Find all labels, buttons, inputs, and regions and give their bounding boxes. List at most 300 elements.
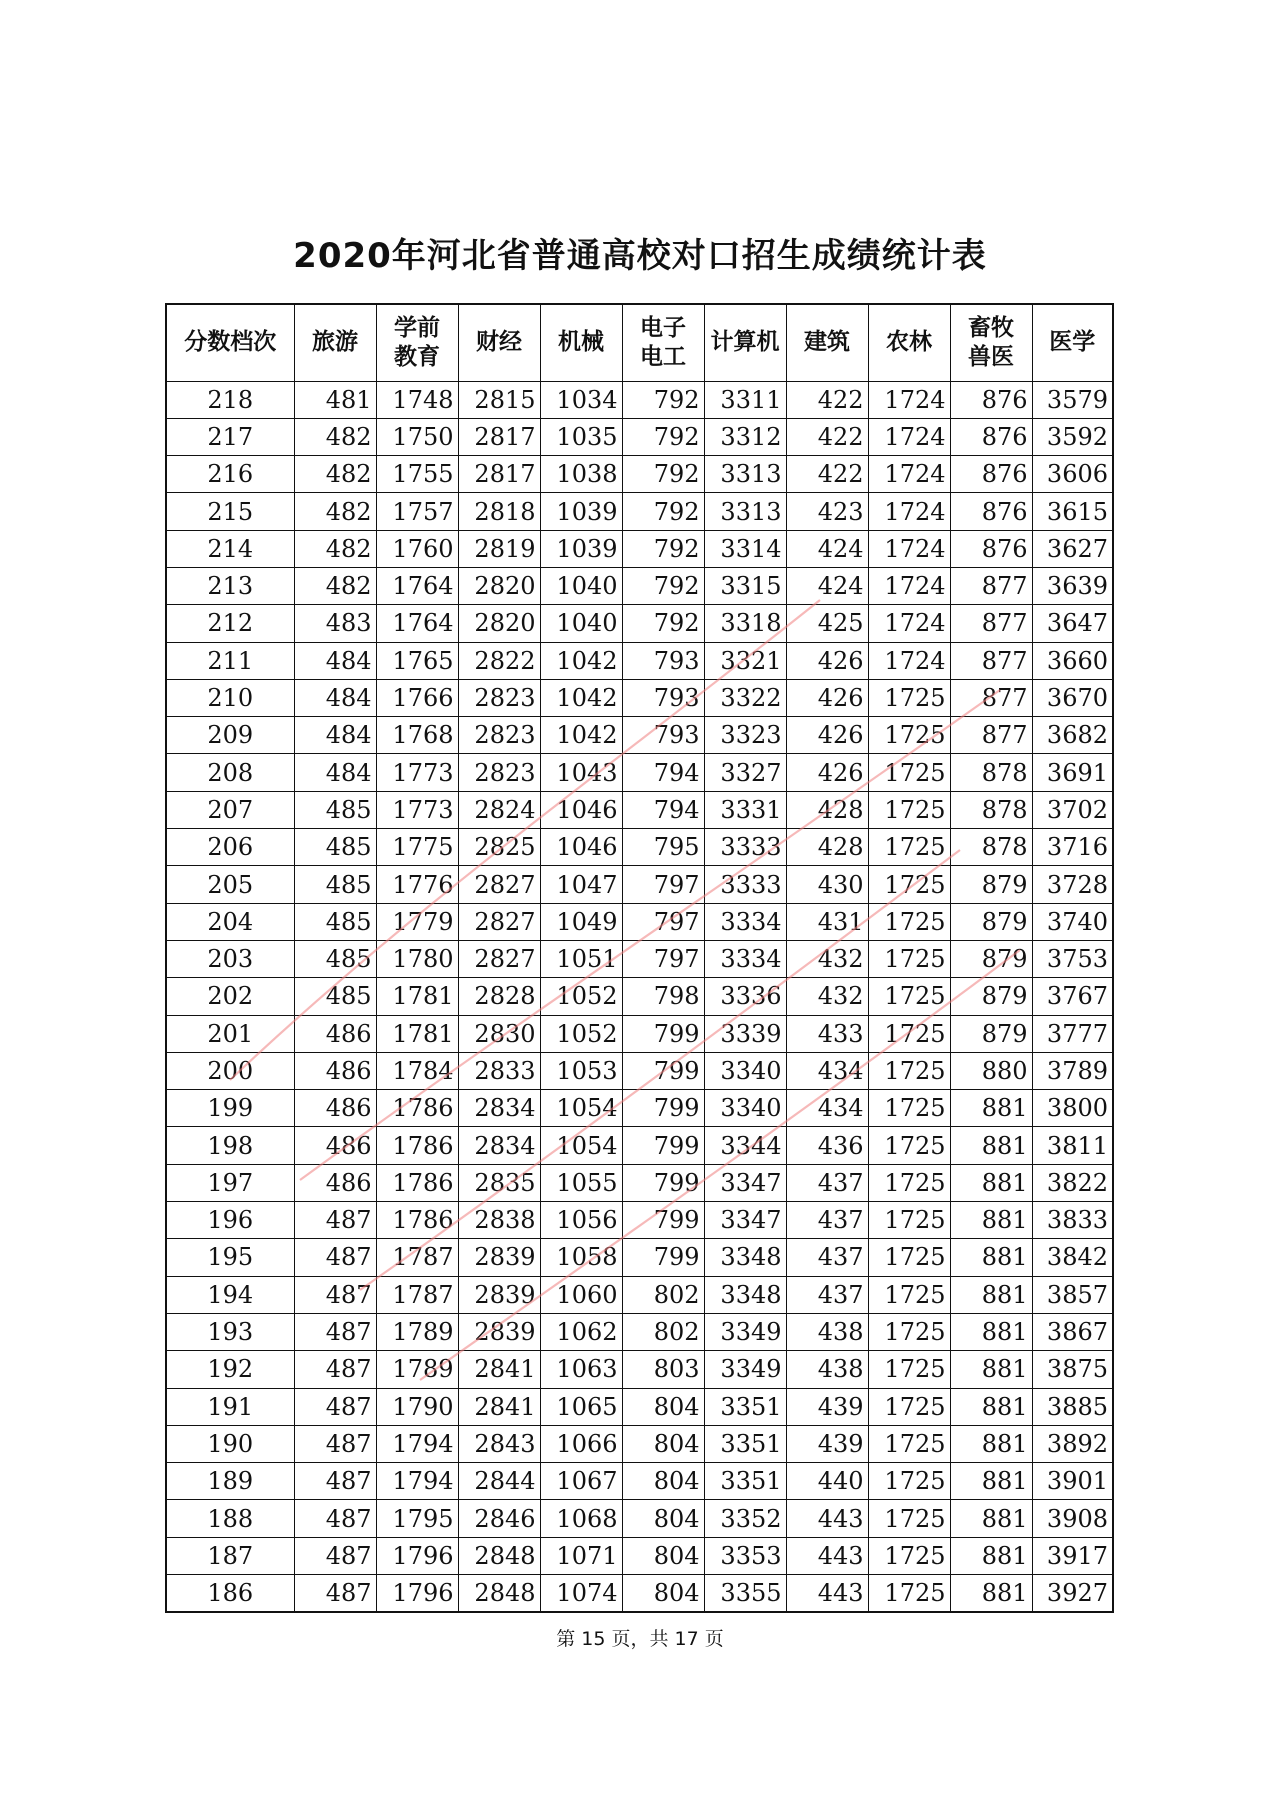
table-row bbox=[166, 1388, 1113, 1425]
table-row bbox=[166, 1090, 1113, 1127]
table-cell: 877 bbox=[950, 605, 1032, 642]
table-cell: 1787 bbox=[376, 1239, 458, 1276]
table-cell: 3348 bbox=[704, 1276, 786, 1313]
score-level-cell: 197 bbox=[166, 1164, 294, 1201]
table-cell: 1725 bbox=[868, 1164, 950, 1201]
table-cell: 3355 bbox=[704, 1575, 786, 1612]
score-level-cell: 200 bbox=[166, 1052, 294, 1089]
table-cell: 434 bbox=[786, 1052, 868, 1089]
table-cell: 2820 bbox=[458, 605, 540, 642]
table-row bbox=[166, 642, 1113, 679]
table-cell: 3660 bbox=[1032, 642, 1113, 679]
table-cell: 426 bbox=[786, 642, 868, 679]
table-cell: 880 bbox=[950, 1052, 1032, 1089]
table-cell: 1053 bbox=[540, 1052, 622, 1089]
table-cell: 876 bbox=[950, 381, 1032, 418]
table-cell: 2834 bbox=[458, 1090, 540, 1127]
table-cell: 1786 bbox=[376, 1164, 458, 1201]
score-level-cell: 218 bbox=[166, 381, 294, 418]
table-cell: 1039 bbox=[540, 530, 622, 567]
table-cell: 1043 bbox=[540, 754, 622, 791]
table-cell: 1035 bbox=[540, 418, 622, 455]
table-cell: 2823 bbox=[458, 717, 540, 754]
table-cell: 2815 bbox=[458, 381, 540, 418]
table-cell: 2824 bbox=[458, 791, 540, 828]
table-cell: 1725 bbox=[868, 1313, 950, 1350]
table-cell: 3670 bbox=[1032, 679, 1113, 716]
table-cell: 1724 bbox=[868, 530, 950, 567]
table-cell: 1074 bbox=[540, 1575, 622, 1612]
table-cell: 879 bbox=[950, 940, 1032, 977]
table-cell: 1725 bbox=[868, 1202, 950, 1239]
table-cell: 881 bbox=[950, 1313, 1032, 1350]
table-cell: 1049 bbox=[540, 903, 622, 940]
table-cell: 2827 bbox=[458, 940, 540, 977]
table-cell: 877 bbox=[950, 679, 1032, 716]
score-level-cell: 193 bbox=[166, 1313, 294, 1350]
table-cell: 803 bbox=[622, 1351, 704, 1388]
table-cell: 793 bbox=[622, 642, 704, 679]
score-level-cell: 186 bbox=[166, 1575, 294, 1612]
table-cell: 422 bbox=[786, 418, 868, 455]
table-cell: 485 bbox=[294, 978, 376, 1015]
table-cell: 1781 bbox=[376, 1015, 458, 1052]
table-cell: 879 bbox=[950, 866, 1032, 903]
table-row bbox=[166, 1425, 1113, 1462]
table-cell: 2823 bbox=[458, 754, 540, 791]
table-cell: 794 bbox=[622, 754, 704, 791]
table-cell: 804 bbox=[622, 1575, 704, 1612]
table-cell: 3639 bbox=[1032, 567, 1113, 604]
table-cell: 1042 bbox=[540, 642, 622, 679]
table-cell: 423 bbox=[786, 493, 868, 530]
score-level-cell: 189 bbox=[166, 1463, 294, 1500]
table-cell: 878 bbox=[950, 791, 1032, 828]
table-cell: 1034 bbox=[540, 381, 622, 418]
table-row bbox=[166, 1127, 1113, 1164]
table-cell: 3351 bbox=[704, 1463, 786, 1500]
page-footer: 第 15 页，共 17 页 bbox=[556, 1628, 724, 1650]
table-cell: 2823 bbox=[458, 679, 540, 716]
table-cell: 1725 bbox=[868, 1239, 950, 1276]
column-header: 旅游 bbox=[294, 304, 376, 381]
table-cell: 793 bbox=[622, 679, 704, 716]
table-cell: 482 bbox=[294, 567, 376, 604]
table-cell: 881 bbox=[950, 1164, 1032, 1201]
table-cell: 804 bbox=[622, 1425, 704, 1462]
table-cell: 3800 bbox=[1032, 1090, 1113, 1127]
table-cell: 794 bbox=[622, 791, 704, 828]
table-cell: 486 bbox=[294, 1052, 376, 1089]
table-cell: 437 bbox=[786, 1239, 868, 1276]
table-cell: 3334 bbox=[704, 903, 786, 940]
table-cell: 2848 bbox=[458, 1537, 540, 1574]
table-cell: 1794 bbox=[376, 1425, 458, 1462]
table-cell: 482 bbox=[294, 418, 376, 455]
table-cell: 1757 bbox=[376, 493, 458, 530]
table-cell: 1725 bbox=[868, 717, 950, 754]
table-cell: 1724 bbox=[868, 381, 950, 418]
table-cell: 1724 bbox=[868, 418, 950, 455]
table-row bbox=[166, 605, 1113, 642]
table-cell: 799 bbox=[622, 1127, 704, 1164]
table-cell: 881 bbox=[950, 1537, 1032, 1574]
table-cell: 422 bbox=[786, 456, 868, 493]
table-cell: 881 bbox=[950, 1351, 1032, 1388]
table-cell: 1054 bbox=[540, 1127, 622, 1164]
table-cell: 804 bbox=[622, 1388, 704, 1425]
table-cell: 2822 bbox=[458, 642, 540, 679]
table-cell: 1724 bbox=[868, 605, 950, 642]
table-cell: 3315 bbox=[704, 567, 786, 604]
table-cell: 2841 bbox=[458, 1351, 540, 1388]
table-cell: 798 bbox=[622, 978, 704, 1015]
table-cell: 2820 bbox=[458, 567, 540, 604]
table-cell: 1780 bbox=[376, 940, 458, 977]
table-cell: 3833 bbox=[1032, 1202, 1113, 1239]
table-cell: 881 bbox=[950, 1463, 1032, 1500]
score-level-cell: 212 bbox=[166, 605, 294, 642]
table-cell: 1725 bbox=[868, 1276, 950, 1313]
table-cell: 1786 bbox=[376, 1090, 458, 1127]
column-header: 畜牧 兽医 bbox=[950, 304, 1032, 381]
table-cell: 2830 bbox=[458, 1015, 540, 1052]
table-cell: 1794 bbox=[376, 1463, 458, 1500]
table-cell: 1750 bbox=[376, 418, 458, 455]
table-cell: 2819 bbox=[458, 530, 540, 567]
table-cell: 3702 bbox=[1032, 791, 1113, 828]
column-header: 医学 bbox=[1032, 304, 1113, 381]
score-level-cell: 191 bbox=[166, 1388, 294, 1425]
table-cell: 881 bbox=[950, 1500, 1032, 1537]
table-cell: 426 bbox=[786, 679, 868, 716]
table-cell: 792 bbox=[622, 381, 704, 418]
table-row bbox=[166, 1052, 1113, 1089]
table-cell: 1724 bbox=[868, 642, 950, 679]
score-level-cell: 187 bbox=[166, 1537, 294, 1574]
table-cell: 799 bbox=[622, 1015, 704, 1052]
table-cell: 3312 bbox=[704, 418, 786, 455]
table-cell: 3339 bbox=[704, 1015, 786, 1052]
table-cell: 3340 bbox=[704, 1090, 786, 1127]
table-cell: 3352 bbox=[704, 1500, 786, 1537]
table-cell: 3908 bbox=[1032, 1500, 1113, 1537]
table-cell: 438 bbox=[786, 1351, 868, 1388]
score-level-cell: 215 bbox=[166, 493, 294, 530]
table-row bbox=[166, 903, 1113, 940]
table-row bbox=[166, 530, 1113, 567]
table-cell: 881 bbox=[950, 1239, 1032, 1276]
table-row bbox=[166, 978, 1113, 1015]
table-cell: 879 bbox=[950, 903, 1032, 940]
table-cell: 879 bbox=[950, 978, 1032, 1015]
table-cell: 802 bbox=[622, 1276, 704, 1313]
table-cell: 2833 bbox=[458, 1052, 540, 1089]
column-header: 学前 教育 bbox=[376, 304, 458, 381]
table-cell: 2838 bbox=[458, 1202, 540, 1239]
table-cell: 1725 bbox=[868, 1537, 950, 1574]
table-cell: 1748 bbox=[376, 381, 458, 418]
table-cell: 802 bbox=[622, 1313, 704, 1350]
table-cell: 1724 bbox=[868, 456, 950, 493]
table-cell: 443 bbox=[786, 1537, 868, 1574]
table-cell: 487 bbox=[294, 1425, 376, 1462]
score-level-cell: 213 bbox=[166, 567, 294, 604]
table-cell: 804 bbox=[622, 1463, 704, 1500]
table-cell: 437 bbox=[786, 1164, 868, 1201]
table-cell: 881 bbox=[950, 1425, 1032, 1462]
table-cell: 487 bbox=[294, 1276, 376, 1313]
table-row bbox=[166, 1239, 1113, 1276]
table-cell: 876 bbox=[950, 418, 1032, 455]
table-cell: 2817 bbox=[458, 456, 540, 493]
table-cell: 3353 bbox=[704, 1537, 786, 1574]
table-row bbox=[166, 418, 1113, 455]
table-cell: 433 bbox=[786, 1015, 868, 1052]
table-cell: 3349 bbox=[704, 1313, 786, 1350]
table-cell: 1766 bbox=[376, 679, 458, 716]
table-cell: 1781 bbox=[376, 978, 458, 1015]
table-row bbox=[166, 1537, 1113, 1574]
table-cell: 3716 bbox=[1032, 829, 1113, 866]
table-cell: 797 bbox=[622, 903, 704, 940]
table-cell: 3311 bbox=[704, 381, 786, 418]
table-cell: 1786 bbox=[376, 1202, 458, 1239]
table-cell: 1725 bbox=[868, 978, 950, 1015]
score-level-cell: 190 bbox=[166, 1425, 294, 1462]
table-header-row bbox=[166, 304, 1113, 381]
table-cell: 3327 bbox=[704, 754, 786, 791]
table-cell: 1071 bbox=[540, 1537, 622, 1574]
table-cell: 792 bbox=[622, 605, 704, 642]
table-cell: 437 bbox=[786, 1276, 868, 1313]
table-cell: 1725 bbox=[868, 866, 950, 903]
table-cell: 3777 bbox=[1032, 1015, 1113, 1052]
table-cell: 1789 bbox=[376, 1313, 458, 1350]
table-cell: 877 bbox=[950, 642, 1032, 679]
table-cell: 793 bbox=[622, 717, 704, 754]
table-cell: 1725 bbox=[868, 754, 950, 791]
table-cell: 486 bbox=[294, 1015, 376, 1052]
table-cell: 487 bbox=[294, 1351, 376, 1388]
table-cell: 799 bbox=[622, 1164, 704, 1201]
table-cell: 3313 bbox=[704, 456, 786, 493]
table-cell: 3740 bbox=[1032, 903, 1113, 940]
table-cell: 485 bbox=[294, 791, 376, 828]
table-cell: 1039 bbox=[540, 493, 622, 530]
score-level-cell: 209 bbox=[166, 717, 294, 754]
table-cell: 1725 bbox=[868, 1463, 950, 1500]
table-cell: 1047 bbox=[540, 866, 622, 903]
score-level-cell: 207 bbox=[166, 791, 294, 828]
table-cell: 487 bbox=[294, 1575, 376, 1612]
table-cell: 1796 bbox=[376, 1537, 458, 1574]
table-cell: 484 bbox=[294, 754, 376, 791]
table-cell: 881 bbox=[950, 1575, 1032, 1612]
table-cell: 3822 bbox=[1032, 1164, 1113, 1201]
table-row bbox=[166, 1500, 1113, 1537]
table-cell: 432 bbox=[786, 940, 868, 977]
score-level-cell: 211 bbox=[166, 642, 294, 679]
table-cell: 486 bbox=[294, 1127, 376, 1164]
table-cell: 1776 bbox=[376, 866, 458, 903]
table-body bbox=[166, 381, 1113, 1612]
table-cell: 487 bbox=[294, 1239, 376, 1276]
table-cell: 2848 bbox=[458, 1575, 540, 1612]
table-cell: 3322 bbox=[704, 679, 786, 716]
score-level-cell: 194 bbox=[166, 1276, 294, 1313]
table-row bbox=[166, 679, 1113, 716]
table-cell: 1725 bbox=[868, 1052, 950, 1089]
score-level-cell: 217 bbox=[166, 418, 294, 455]
table-cell: 1042 bbox=[540, 679, 622, 716]
table-cell: 438 bbox=[786, 1313, 868, 1350]
table-cell: 3592 bbox=[1032, 418, 1113, 455]
table-cell: 799 bbox=[622, 1052, 704, 1089]
table-cell: 424 bbox=[786, 567, 868, 604]
column-header: 机械 bbox=[540, 304, 622, 381]
table-cell: 792 bbox=[622, 493, 704, 530]
table-cell: 487 bbox=[294, 1202, 376, 1239]
table-cell: 486 bbox=[294, 1090, 376, 1127]
table-cell: 1066 bbox=[540, 1425, 622, 1462]
table-row bbox=[166, 1276, 1113, 1313]
table-cell: 1768 bbox=[376, 717, 458, 754]
table-row bbox=[166, 866, 1113, 903]
score-level-cell: 214 bbox=[166, 530, 294, 567]
score-table bbox=[165, 303, 1114, 1613]
column-header: 电子 电工 bbox=[622, 304, 704, 381]
table-cell: 1046 bbox=[540, 829, 622, 866]
table-cell: 3885 bbox=[1032, 1388, 1113, 1425]
table-cell: 482 bbox=[294, 456, 376, 493]
table-cell: 2839 bbox=[458, 1276, 540, 1313]
score-level-cell: 206 bbox=[166, 829, 294, 866]
table-cell: 2817 bbox=[458, 418, 540, 455]
table-cell: 486 bbox=[294, 1164, 376, 1201]
table-cell: 2846 bbox=[458, 1500, 540, 1537]
table-cell: 3875 bbox=[1032, 1351, 1113, 1388]
table-cell: 804 bbox=[622, 1537, 704, 1574]
table-row bbox=[166, 381, 1113, 418]
table-cell: 876 bbox=[950, 456, 1032, 493]
table-cell: 2834 bbox=[458, 1127, 540, 1164]
table-row bbox=[166, 829, 1113, 866]
score-level-cell: 203 bbox=[166, 940, 294, 977]
table-cell: 3682 bbox=[1032, 717, 1113, 754]
table-cell: 1725 bbox=[868, 1127, 950, 1164]
table-cell: 792 bbox=[622, 418, 704, 455]
table-cell: 1058 bbox=[540, 1239, 622, 1276]
table-cell: 1795 bbox=[376, 1500, 458, 1537]
table-cell: 430 bbox=[786, 866, 868, 903]
table-row bbox=[166, 456, 1113, 493]
table-cell: 3334 bbox=[704, 940, 786, 977]
column-header: 建筑 bbox=[786, 304, 868, 381]
table-cell: 482 bbox=[294, 530, 376, 567]
table-cell: 1786 bbox=[376, 1127, 458, 1164]
table-cell: 434 bbox=[786, 1090, 868, 1127]
score-level-cell: 210 bbox=[166, 679, 294, 716]
table-cell: 1760 bbox=[376, 530, 458, 567]
table-cell: 1773 bbox=[376, 791, 458, 828]
table-cell: 3351 bbox=[704, 1425, 786, 1462]
table-cell: 3344 bbox=[704, 1127, 786, 1164]
score-level-cell: 192 bbox=[166, 1351, 294, 1388]
table-cell: 1765 bbox=[376, 642, 458, 679]
table-cell: 792 bbox=[622, 567, 704, 604]
table-cell: 3691 bbox=[1032, 754, 1113, 791]
table-cell: 799 bbox=[622, 1239, 704, 1276]
table-cell: 3318 bbox=[704, 605, 786, 642]
table-cell: 3349 bbox=[704, 1351, 786, 1388]
table-cell: 485 bbox=[294, 903, 376, 940]
table-cell: 3351 bbox=[704, 1388, 786, 1425]
table-cell: 1724 bbox=[868, 567, 950, 604]
score-level-cell: 196 bbox=[166, 1202, 294, 1239]
table-cell: 426 bbox=[786, 717, 868, 754]
table-cell: 487 bbox=[294, 1500, 376, 1537]
table-row bbox=[166, 791, 1113, 828]
score-level-cell: 205 bbox=[166, 866, 294, 903]
table-cell: 881 bbox=[950, 1127, 1032, 1164]
table-cell: 881 bbox=[950, 1276, 1032, 1313]
table-cell: 1784 bbox=[376, 1052, 458, 1089]
table-cell: 422 bbox=[786, 381, 868, 418]
table-cell: 3347 bbox=[704, 1202, 786, 1239]
table-cell: 1038 bbox=[540, 456, 622, 493]
table-cell: 1725 bbox=[868, 829, 950, 866]
table-cell: 487 bbox=[294, 1388, 376, 1425]
table-cell: 1764 bbox=[376, 567, 458, 604]
score-level-cell: 201 bbox=[166, 1015, 294, 1052]
table-cell: 2843 bbox=[458, 1425, 540, 1462]
table-cell: 1051 bbox=[540, 940, 622, 977]
table-cell: 1725 bbox=[868, 1575, 950, 1612]
table-cell: 2835 bbox=[458, 1164, 540, 1201]
table-cell: 436 bbox=[786, 1127, 868, 1164]
table-cell: 487 bbox=[294, 1463, 376, 1500]
table-cell: 485 bbox=[294, 940, 376, 977]
table-cell: 1725 bbox=[868, 1351, 950, 1388]
table-cell: 3789 bbox=[1032, 1052, 1113, 1089]
table-cell: 3627 bbox=[1032, 530, 1113, 567]
table-cell: 878 bbox=[950, 754, 1032, 791]
table-cell: 3331 bbox=[704, 791, 786, 828]
table-cell: 443 bbox=[786, 1500, 868, 1537]
table-cell: 482 bbox=[294, 493, 376, 530]
column-header: 财经 bbox=[458, 304, 540, 381]
table-cell: 1040 bbox=[540, 567, 622, 604]
table-cell: 1067 bbox=[540, 1463, 622, 1500]
table-cell: 1063 bbox=[540, 1351, 622, 1388]
table-cell: 1052 bbox=[540, 1015, 622, 1052]
table-cell: 3917 bbox=[1032, 1537, 1113, 1574]
table-cell: 487 bbox=[294, 1313, 376, 1350]
table-cell: 485 bbox=[294, 829, 376, 866]
table-cell: 2825 bbox=[458, 829, 540, 866]
table-cell: 1725 bbox=[868, 791, 950, 828]
table-cell: 3314 bbox=[704, 530, 786, 567]
table-cell: 484 bbox=[294, 642, 376, 679]
table-row bbox=[166, 1015, 1113, 1052]
table-cell: 1725 bbox=[868, 679, 950, 716]
score-level-cell: 208 bbox=[166, 754, 294, 791]
table-cell: 3867 bbox=[1032, 1313, 1113, 1350]
table-cell: 443 bbox=[786, 1575, 868, 1612]
table-row bbox=[166, 1202, 1113, 1239]
table-cell: 3767 bbox=[1032, 978, 1113, 1015]
